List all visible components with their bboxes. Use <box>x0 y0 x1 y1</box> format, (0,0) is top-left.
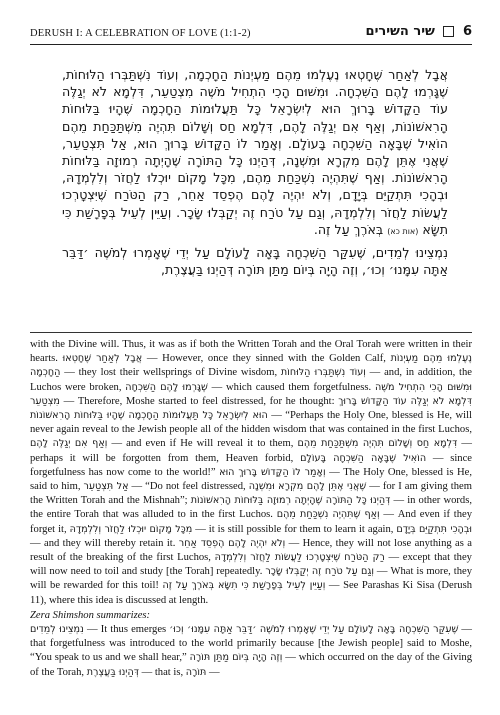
hebrew-phrase: שֶׁגָּרְמוּ לָהֶם הַשִּׁכְחָה <box>125 381 208 393</box>
hebrew-paragraph-1 <box>62 66 448 240</box>
english-text: — which occurred on the day of the Giving of the Torah, <box>30 652 473 678</box>
hebrew-phrase: דִּלְמָא לֹא יְגַלֶּה עוֹד הַקָּדוֹשׁ בָּרוּךְ הוּא לְיִשְׂרָאֵל כָּל תַּעֲלוּמוֹת הַחָכְמָה שֶׁהָיוּ בַּלּוּחוֹת הָרִאשׁוֹנוֹת <box>30 395 472 422</box>
page-number: 6 <box>462 24 472 39</box>
english-text: — Therefore, Moshe started to feel distressed, for he thought: <box>59 395 339 407</box>
hebrew-phrase: מִכָּל מָקוֹם יוּכְלוּ לַחֲזֹר וְלִלְמְדָהּ <box>69 523 193 535</box>
subheading: Zera Shimshon summarizes: <box>30 609 151 621</box>
english-translation-block <box>30 338 472 680</box>
hebrew-phrase: וּבְהָכִי תִּתְקַיֵּם בְּיָדָם <box>396 523 472 535</box>
square-ornament-icon <box>443 26 454 37</box>
english-text: — “Perhaps the Holy One, blessed is He, will never again reveal to the Jewish people all of the hidden wisdom that was contained in the first Luchos, <box>30 410 472 436</box>
running-header <box>30 26 472 45</box>
hebrew-phrase: נִמְצֵינוּ לְמֵדִים <box>30 624 84 636</box>
hebrew-phrase: וּמִשּׁוּם הָכִי הִתְחִיל מֹשֶׁה מִצְטַעֵר <box>30 381 473 407</box>
hebrew-phrase: וְלֹא יִהְיֶה לָהֶם הֶפְסֵד אַחֵר <box>178 537 286 549</box>
hebrew-phrase: וְזֶה הָיָה בְּיוֹם מַתַּן תּוֹרָה <box>189 652 283 664</box>
hebrew-phrase: וְאַף שֶׁתִּהְיֶה נִשְׁכַּחַת מֵהֶם <box>276 509 380 521</box>
page-header-right <box>366 24 472 39</box>
hebrew-phrase: וְאַף אִם יְגַלֶּה לָהֶם <box>30 438 108 450</box>
hebrew-phrase: וְעַיֵּין לְעֵיל בְּפָרָשַׁת כִּי תִשָּׂא בְּאֹרֶךְ עַל זֶה <box>162 580 326 592</box>
english-text: — See Parashas Ki Sisa (Derush 11), where this idea is discussed at length. <box>30 580 472 606</box>
hebrew-phrase: וְגַם עַל טֹרַח זֶה יְקַבְּלוּ שָׂכָר <box>265 566 374 578</box>
english-text: — <box>206 666 220 678</box>
english-text: — that is, <box>138 666 186 678</box>
book-title-hebrew: שיר השירים <box>365 24 435 39</box>
hebrew-phrase: שֶׁעִקַּר הַשִּׁכְחָה בָּאָה לָעוֹלָם עַל יְדֵי שֶׁאָמְרוּ לְמֹשֶׁה ׳דַּבֵּר אַתָּה עִמָּנוּ׳ וְכוּ׳ <box>169 624 459 636</box>
english-paragraph-2 <box>30 623 472 680</box>
english-text: — Hence, they will not lose anything as a result of the breaking of the first Luchos, <box>30 537 472 564</box>
running-title: DERUSH I: A CELEBRATION OF LOVE (1:1-2) <box>30 28 251 39</box>
english-text: — they lost their wellsprings of Divine wisdom, <box>60 367 281 379</box>
hebrew-phrase: הוֹאִיל שֶׁבָּאָה הַשִּׁכְחָה בָּעוֹלָם <box>300 452 427 464</box>
hebrew-phrase: דְּהַיְנוּ כָּל הַתּוֹרָה שֶׁהָיְתָה רְמוּזָה בַּלּוּחוֹת הָרִאשׁוֹנוֹת <box>190 495 391 507</box>
english-text: — It thus emerges <box>83 624 170 636</box>
hebrew-phrase: תּוֹרָה <box>185 666 207 678</box>
english-paragraph-1 <box>30 338 472 608</box>
english-text: — perhaps it will be forgotten from them, Heaven forbid, <box>30 438 473 464</box>
english-text: — since forgetfulness has now come to the world!” <box>30 452 472 478</box>
hebrew-text-block <box>62 66 448 278</box>
english-text: — except that they will now need to toil and study [the Torah] repeatedly. <box>30 552 472 578</box>
english-text: — However, once they sinned with the Golden Calf, <box>142 353 391 365</box>
hebrew-phrase: דְּהַיְנוּ בַּעֲצֶרֶת <box>86 666 139 678</box>
hebrew-phrase: אֲבָל לְאַחַר שֶׁחָטְאוּ <box>62 353 143 365</box>
english-text: — and, in addition, the Luchos were broken, <box>30 367 472 393</box>
hebrew-phrase: רַק הַטֹּרַח שֶׁיִּצְטָרְכוּ לַעֲשׂוֹת לַחֲזֹר וְלִלְמְדָהּ <box>214 552 385 564</box>
hebrew-phrase: שֶׁאֲנִי אֶתֵּן לָהֶם מִקְרָא וּמִשְׁנָה <box>248 481 367 493</box>
section-divider <box>30 332 472 333</box>
english-text: — for I am giving them the Written Torah and the Mishnah”; <box>30 481 472 507</box>
english-text: — that forgetfulness was introduced to the world primarily because [the Jewish people] said to Moshe, “You speak to us and we shall hear,” <box>30 624 472 664</box>
english-text: — and even if He will reveal it to them, <box>107 438 298 450</box>
english-text: with the Divine will. Thus, it was as if both the Written Torah and the Oral Torah were written in their hearts. <box>30 339 472 365</box>
english-text: — in other words, the entire Torah that was alluded to in the first Luchos. <box>30 495 472 521</box>
english-text: — which caused them forgetfulness. <box>207 381 375 393</box>
english-text: — And even if they forget it, <box>30 509 473 535</box>
hebrew-paragraph-1-text: אֲבָל לְאַחַר שֶׁחָטְאוּ נֶעֶלְמוּ מֵהֶם מַעְיְנוֹת הַחָכְמָה, וְעוֹד נִשְׁתַּבְּרוּ הַלּוּחוֹת, שֶׁגָּרְמוּ לָהֶם הַשִּׁכְחָה. וּמִשּׁוּם הָכִי הִתְחִיל מֹשֶׁה מִצְטַעֵר, דִּלְמָא לֹא יְגַלֶּה עוֹד הַקָּדוֹשׁ בָּרוּךְ הוּא לְיִשְׂרָאֵל כָּל תַּעֲלוּמוֹת הַחָכְמָה שֶׁהָיוּ בַּלּוּחוֹת הָרִאשׁוֹנוֹת, וְאַף אִם יְגַלֶּה לָהֶם, דִּלְמָא חַס וְשָׁלוֹם תִּהְיֶה מִשְׁתַּכַּחַת מֵהֶם הוֹאִיל שֶׁבָּאָה הַשִּׁכְחָה בָּעוֹלָם. וְאָמַר לוֹ הַקָּדוֹשׁ בָּרוּךְ הוּא, אַל תִּצְטַעֵר, שֶׁאֲנִי אֶתֵּן לָהֶם מִקְרָא וּמִשְׁנָה, דְּהַיְנוּ כָּל הַתּוֹרָה שֶׁהָיְתָה רְמוּזָה בַּלּוּחוֹת הָרִאשׁוֹנוֹת. וְאַף שֶׁתִּהְיֶה נִשְׁכַּחַת מֵהֶם, מִכָּל מָקוֹם יוּכְלוּ לַחֲזֹר וְלִלְמְדָהּ, וּבְהָכִי תִּתְקַיֵּם בְּיָדָם, וְלֹא יִהְיֶה לָהֶם הֶפְסֵד אַחֵר, רַק הַטֹּרַח שֶׁיִּצְטָרְכוּ לַעֲשׂוֹת לַחֲזֹר וְלִלְמְדָהּ, וְגַם עַל טֹרַח זֶה יְקַבְּלוּ שָׂכָר. וְעַיֵּין לְעֵיל בְּפָרָשַׁת כִּי תִשָּׂא <box>62 67 448 237</box>
hebrew-paragraph-1-end: בְּאֹרֶךְ עַל זֶה. <box>313 221 384 237</box>
hebrew-phrase: דִּלְמָא חַס וְשָׁלוֹם תִּהְיֶה מִשְׁתַּכַּחַת מֵהֶם <box>297 438 458 450</box>
english-text: — The Holy One, blessed is He, said to him, <box>30 466 472 493</box>
hebrew-phrase: וְעוֹד נִשְׁתַּבְּרוּ הַלּוּחוֹת <box>280 367 366 379</box>
english-text: — and they will thereby retain it. <box>30 537 179 549</box>
hebrew-phrase: וְאָמַר לוֹ הַקָּדוֹשׁ בָּרוּךְ הוּא <box>219 466 326 478</box>
english-text: — What is more, they will be rewarded for this toil! <box>30 566 473 592</box>
english-text: — it is still possible for them to learn it again, <box>192 523 397 535</box>
hebrew-phrase: אַל תִּצְטַעֵר <box>83 481 129 493</box>
hebrew-paragraph-2: נִמְצֵינוּ לְמֵדִים, שֶׁעִקַּר הַשִּׁכְחָה בָּאָה לָעוֹלָם עַל יְדֵי שֶׁאָמְרוּ לְמֹשֶׁה ׳דַּבֵּר אַתָּה עִמָּנוּ׳ וְכוּ׳, וְזֶה הָיָה בְּיוֹם מַתַּן תּוֹרָה דְּהַיְנוּ בַּעֲצֶרֶת, <box>62 245 448 278</box>
hebrew-source-ref: (אות כא) <box>387 226 419 236</box>
english-text: — “Do not feel distressed, <box>128 481 249 493</box>
hebrew-phrase: נֶעֶלְמוּ מֵהֶם מַעְיְנוֹת הַחָכְמָה <box>30 353 473 379</box>
